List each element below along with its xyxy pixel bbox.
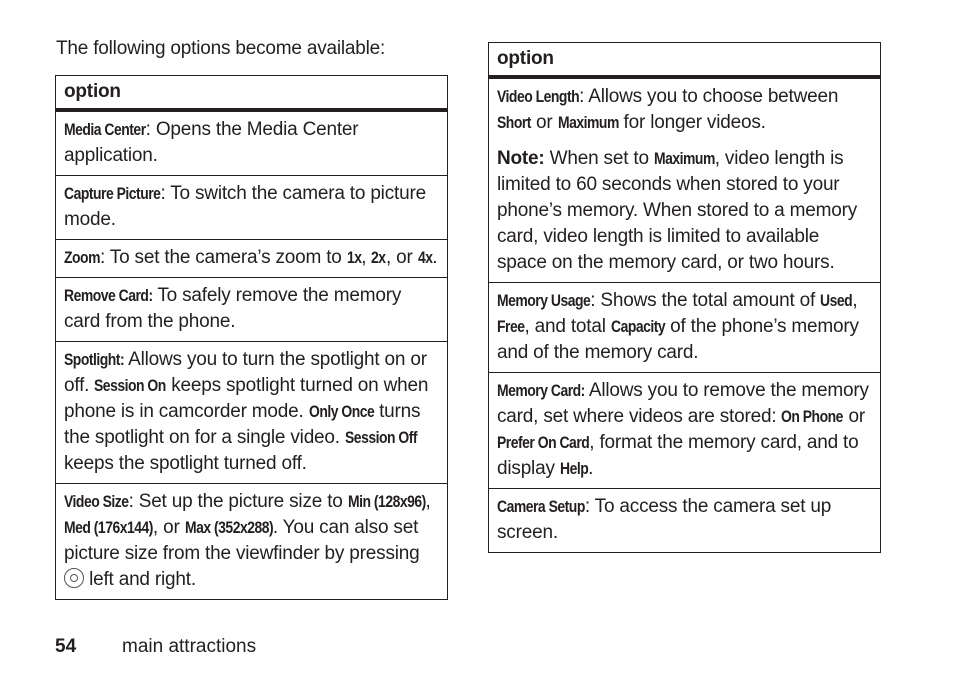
- section-title: main attractions: [122, 636, 257, 657]
- option-term: Memory Card:: [497, 381, 585, 400]
- option-value: 1x: [346, 248, 362, 267]
- option-term: Video Length: [497, 87, 580, 106]
- option-text: ,: [425, 491, 431, 512]
- table-row: [489, 283, 881, 373]
- option-text: , and total: [524, 316, 611, 337]
- option-value: 2x: [371, 248, 386, 267]
- table-row: [56, 484, 448, 600]
- option-text: or: [843, 406, 865, 427]
- option-term: Camera Setup: [497, 497, 585, 516]
- table-row: [56, 342, 448, 484]
- options-table-left: [55, 75, 448, 600]
- option-value: 4x: [417, 248, 433, 267]
- option-text: : Shows the total amount of: [590, 290, 821, 311]
- table-header: option: [489, 43, 881, 78]
- option-value: Prefer On Card: [497, 433, 590, 452]
- nav-key-icon: [64, 568, 84, 588]
- page-number: 54: [55, 636, 77, 657]
- option-value: Short: [497, 113, 531, 132]
- option-text: : Set up the picture size to: [128, 491, 348, 512]
- option-text: Allows you to turn the spotlight on or off.: [64, 349, 427, 396]
- table-row: [489, 373, 881, 489]
- option-text: : To switch the camera to picture mode.: [64, 183, 426, 230]
- option-value: Maximum: [653, 149, 715, 168]
- option-value: Only Once: [308, 402, 374, 421]
- option-text: , format the memory card, and to display: [497, 432, 859, 479]
- option-text: .: [588, 458, 594, 479]
- option-value: Max (352x288): [184, 518, 273, 537]
- option-value: Session On: [94, 376, 167, 395]
- option-value: Used: [820, 291, 853, 310]
- option-text: : To access the camera set up screen.: [497, 496, 832, 543]
- option-value: Med (176x144): [64, 518, 153, 537]
- option-value: Session Off: [344, 428, 418, 447]
- option-value: Maximum: [557, 113, 619, 132]
- intro-text: The following options become available:: [56, 38, 386, 59]
- option-text: : Opens the Media Center application.: [64, 119, 359, 166]
- table-row: [489, 77, 881, 283]
- option-term: Remove Card:: [64, 286, 153, 305]
- option-term: Video Size: [64, 492, 129, 511]
- option-value: On Phone: [781, 407, 844, 426]
- option-text: : Allows you to choose between: [579, 86, 839, 107]
- option-value: Help: [559, 459, 589, 478]
- option-text: ,: [361, 247, 372, 268]
- option-term: Memory Usage: [497, 291, 591, 310]
- option-text: turns the spotlight on for a single video.: [64, 401, 421, 448]
- option-text: To safely remove the memory card from the phone.: [64, 285, 402, 332]
- option-text: ,: [852, 290, 858, 311]
- note-text: When set to: [544, 148, 654, 169]
- option-text: of the phone’s memory and of the memory card.: [497, 316, 859, 363]
- option-value: Min (128x96): [347, 492, 426, 511]
- note-text: , video length is limited to 60 seconds when stored to your phone’s memory. When stored to a memory card, video length is limited to available space on the memory card, or two hours.: [497, 148, 858, 273]
- option-text: , or: [152, 517, 185, 538]
- option-value: Capacity: [610, 317, 666, 336]
- option-term: Spotlight:: [64, 350, 125, 369]
- option-text: left and right.: [84, 569, 196, 590]
- table-row: [56, 110, 448, 176]
- option-text: for longer videos.: [618, 112, 766, 133]
- option-text: : To set the camera’s zoom to: [99, 247, 347, 268]
- table-row: [489, 489, 881, 553]
- note-label: Note:: [497, 148, 545, 169]
- option-text: .: [432, 247, 438, 268]
- options-table-right: [488, 42, 881, 553]
- option-term: Capture Picture: [64, 184, 161, 203]
- table-row: [56, 278, 448, 342]
- table-row: [56, 240, 448, 278]
- option-text: , or: [385, 247, 418, 268]
- option-text: keeps the spotlight turned off.: [64, 453, 307, 474]
- option-value: Free: [497, 317, 525, 336]
- option-text: or: [530, 112, 558, 133]
- option-text: Allows you to remove the memory card, set where videos are stored:: [497, 380, 869, 427]
- option-term: Zoom: [64, 248, 100, 267]
- option-text: . You can also set picture size from the viewfinder by pressing: [64, 517, 420, 564]
- option-text: keeps spotlight turned on when phone is in camcorder mode.: [64, 375, 429, 422]
- option-term: Media Center: [64, 120, 146, 139]
- table-header: option: [56, 76, 448, 111]
- table-row: [56, 176, 448, 240]
